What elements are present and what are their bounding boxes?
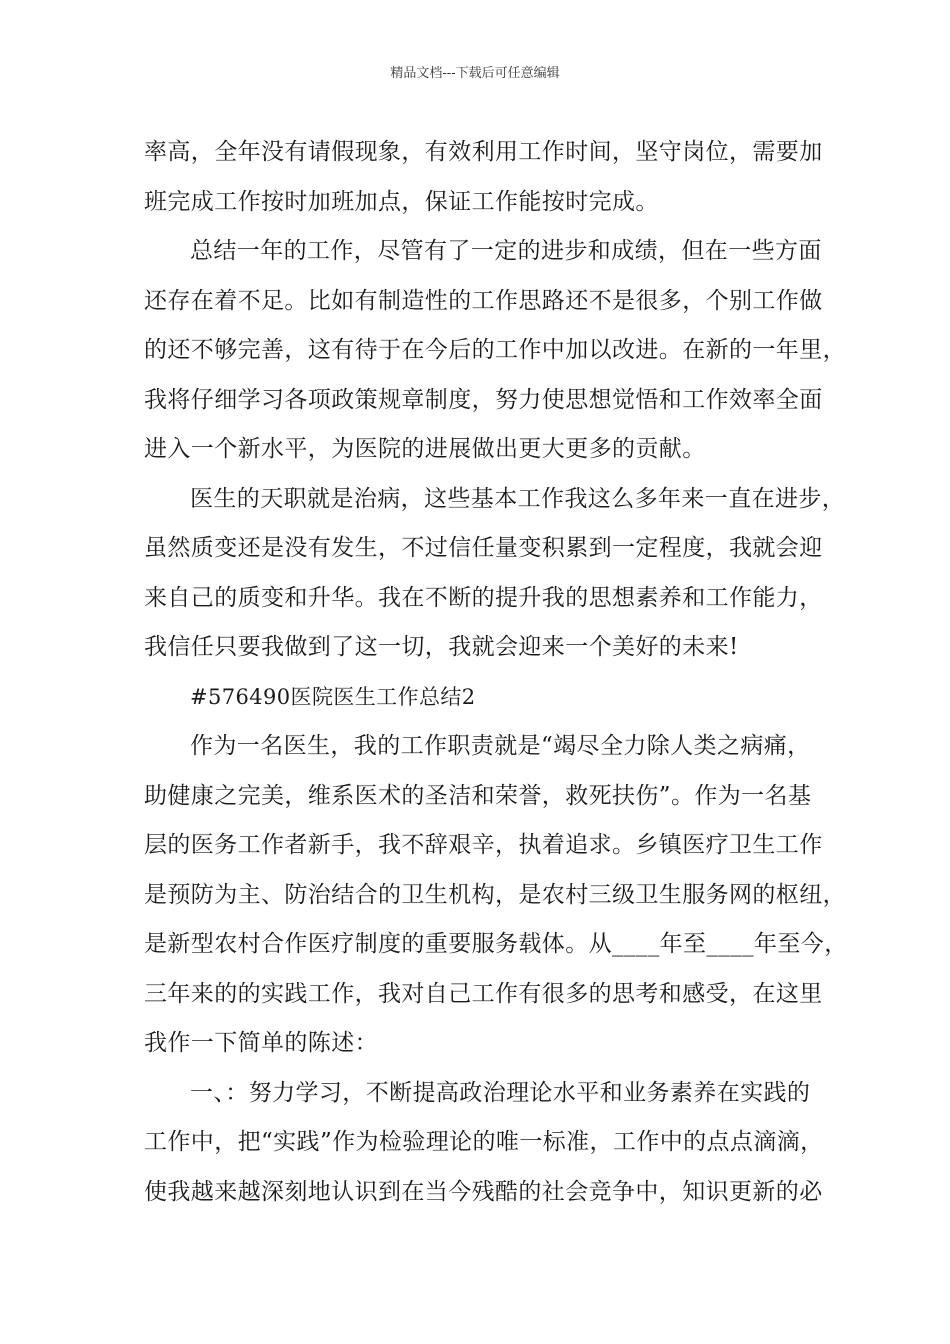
text-line: 来自己的质变和升华。我在不断的提升我的思想素养和工作能力， — [144, 584, 823, 611]
paragraph-4 — [144, 722, 848, 1069]
text-line: 是新型农村合作医疗制度的重要服务载体。从____年至____年至今， — [144, 931, 848, 957]
text-line: 总结一年的工作，尽管有了一定的进步和成绩，但在一些方面 — [190, 238, 822, 264]
text-line: 使我越来越深刻地认识到在当今残酷的社会竞争中，知识更新的必 — [144, 1178, 823, 1205]
text-line: 进入一个新水平，为医院的进展做出更大更多的贡献。 — [144, 436, 706, 462]
text-line: 医生的天职就是治病，这些基本工作我这么多年来一直在进步， — [190, 485, 846, 512]
paragraph-5 — [144, 1069, 824, 1218]
text-line: 还存在着不足。比如有制造性的工作思路还不是很多，个别工作做 — [144, 287, 823, 314]
heading-line: #576490医院医生工作总结2 — [190, 684, 476, 709]
text-line: 作为一名医生，我的工作职责就是“竭尽全力除人类之病痛， — [190, 733, 811, 759]
text-line: 工作中，把“实践”作为检验理论的唯一标准，工作中的点点滴滴， — [144, 1129, 824, 1155]
paragraph-2 — [144, 227, 846, 475]
text-line: 三年来的的实践工作，我对自己工作有很多的思考和感受，在这里 — [144, 980, 823, 1007]
text-line: 我作一下简单的陈述： — [144, 1030, 378, 1056]
text-line: 我将仔细学习各项政策规章制度，努力使思想觉悟和工作效率全面 — [144, 386, 823, 413]
text-line: 我信任只要我做到了这一切，我就会迎来一个美好的未来! — [144, 634, 739, 660]
text-line: 虽然质变还是没有发生，不过信任量变积累到一定程度，我就会迎 — [144, 535, 823, 561]
text-line: 班完成工作按时加班加点，保证工作能按时完成。 — [144, 188, 659, 215]
text-line: 一、：努力学习，不断提高政治理论水平和业务素养在实践的 — [190, 1079, 811, 1106]
paragraph-3 — [144, 475, 846, 673]
text-line: 层的医务工作者新手，我不辞艰辛，执着追求。乡镇医疗卫生工作 — [144, 832, 823, 858]
text-line: 是预防为主、防治结合的卫生机构，是农村三级卫生服务网的枢纽， — [144, 881, 846, 908]
document-body — [144, 128, 848, 1217]
page-header: 精品文档---下载后可任意编辑 — [390, 66, 560, 81]
text-line: 的还不够完善，这有待于在今后的工作中加以改进。在新的一年里， — [144, 337, 846, 363]
paragraph-1 — [144, 128, 824, 227]
section-heading — [144, 673, 824, 723]
text-line: 助健康之完美，维系医术的圣洁和荣誉，救死扶伤”。作为一名基 — [144, 782, 812, 809]
text-line: 率高，全年没有请假现象，有效利用工作时间，坚守岗位，需要加 — [144, 139, 823, 165]
